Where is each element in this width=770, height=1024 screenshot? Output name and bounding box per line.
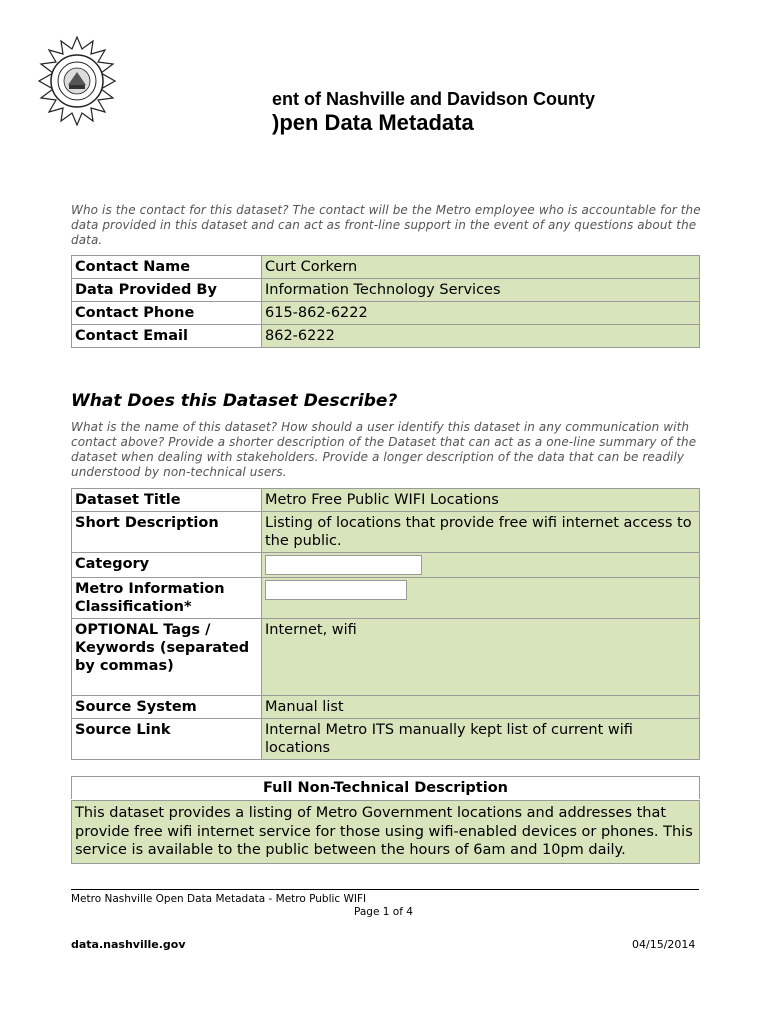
dataset-title-value: Metro Free Public WIFI Locations: [262, 489, 700, 512]
source-system-label: Source System: [72, 696, 262, 719]
page-header-organization: ent of Nashville and Davidson County: [272, 89, 596, 109]
source-link-value: Internal Metro ITS manually kept list of current wifi locations: [262, 719, 700, 760]
contact-email-label: Contact Email: [72, 325, 262, 348]
short-description-value: Listing of locations that provide free wifi internet access to the public.: [262, 512, 700, 553]
classification-cell: [262, 578, 700, 619]
short-description-label: Short Description: [72, 512, 262, 553]
page-header-title: )pen Data Metadata: [272, 110, 474, 135]
source-system-value: Manual list: [262, 696, 700, 719]
dataset-intro-text: What is the name of this dataset? How should a user identify this dataset in any communication with contact above? Provide a shorter description of the Dataset that can act as a one-line summary of the dataset when dealing with stakeholders. Provide a longer description of the data that can be readily understood by non-technical users.: [71, 420, 697, 479]
table-row: [72, 578, 700, 619]
category-label: Category: [72, 553, 262, 578]
data-provided-by-value: Information Technology Services: [262, 279, 700, 302]
dataset-table: [71, 488, 700, 760]
contact-intro-text: Who is the contact for this dataset? The contact will be the Metro employee who is accountable for the data provided in this dataset and can act as front-line support in the event of any questions about the data.: [71, 203, 701, 247]
table-row: [72, 619, 700, 696]
contact-phone-label: Contact Phone: [72, 302, 262, 325]
category-cell: [262, 553, 700, 578]
footer-divider: [71, 889, 699, 890]
table-row: [72, 512, 700, 553]
contact-name-value: Curt Corkern: [262, 256, 700, 279]
dataset-title-label: Dataset Title: [72, 489, 262, 512]
source-link-label: Source Link: [72, 719, 262, 760]
dataset-section-heading: What Does this Dataset Describe?: [71, 391, 398, 411]
table-row: [72, 719, 700, 760]
footer-date: 04/15/2014: [632, 938, 696, 951]
classification-label: Metro Information Classification*: [72, 578, 262, 619]
classification-input[interactable]: [265, 580, 407, 600]
footer-site-link[interactable]: data.nashville.gov: [71, 938, 186, 951]
table-row: [72, 279, 700, 302]
footer-title: Metro Nashville Open Data Metadata - Metro Public WIFI: [71, 893, 367, 905]
table-row: [72, 489, 700, 512]
contact-email-value: 862-6222: [262, 325, 700, 348]
table-row: [72, 696, 700, 719]
footer-page-number: Page 1 of 4: [354, 906, 413, 918]
metro-seal-icon: [36, 36, 118, 126]
tags-value: Internet, wifi: [262, 619, 700, 696]
table-row: [72, 302, 700, 325]
table-row: [72, 325, 700, 348]
full-description-text: This dataset provides a listing of Metro Government locations and addresses that provide free wifi internet service for those using wifi-enabled devices or phones. This service is available to the public between the hours of 6am and 10pm daily.: [71, 800, 700, 864]
category-input[interactable]: [265, 555, 422, 575]
contact-name-label: Contact Name: [72, 256, 262, 279]
contact-phone-value: 615-862-6222: [262, 302, 700, 325]
full-description-title: Full Non-Technical Description: [71, 776, 700, 799]
table-row: [72, 256, 700, 279]
table-row: [72, 553, 700, 578]
tags-label: OPTIONAL Tags / Keywords (separated by commas): [72, 619, 262, 696]
contact-table: [71, 255, 700, 348]
data-provided-by-label: Data Provided By: [72, 279, 262, 302]
